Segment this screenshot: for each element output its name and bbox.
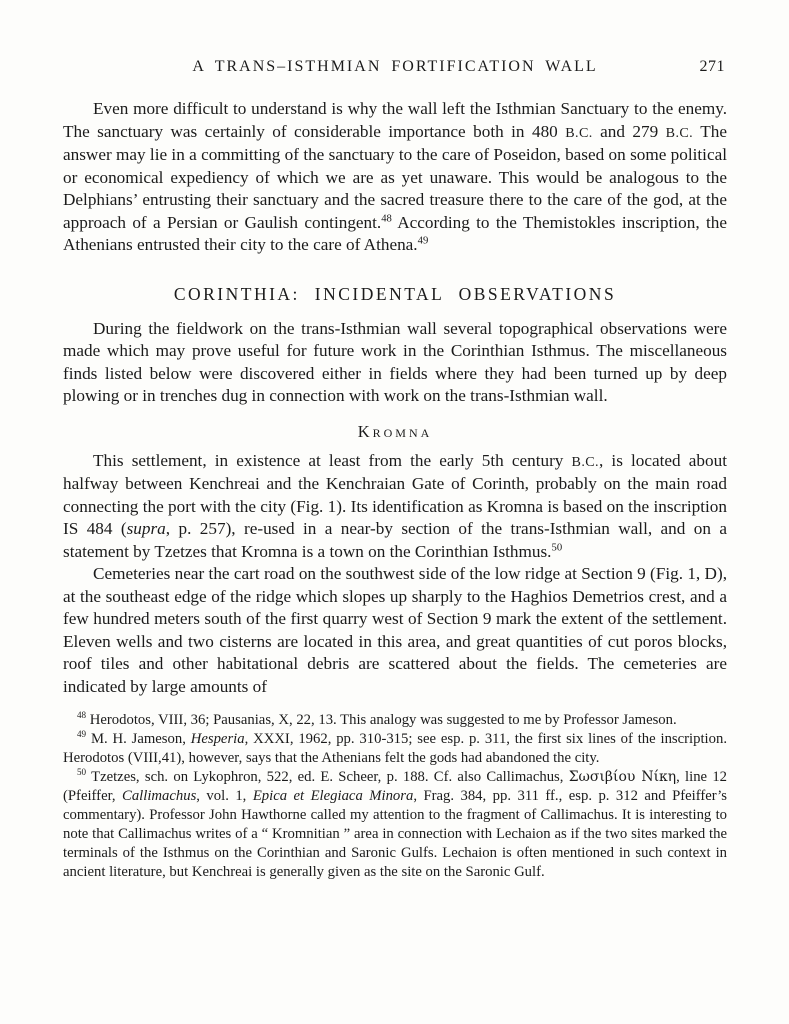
running-head-title: A TRANS–ISTHMIAN FORTIFICATION WALL — [192, 58, 598, 75]
subsection-heading-kromna: Kromna — [357, 421, 433, 441]
paragraph-isthmian-sanctuary: Even more difficult to understand is why the wall left the Isthmian Sanctuary to the enemy. The sanctuary was certainly of considerable importance both in 480 B.C. and 279 B.C. The answer may lie in a committing of the sanctuary to the care of Poseidon, based on some political or economical expediency of which we are as yet unaware. This would be analogous to the Delphians’ entrusting their sanctuary and the sacred treasure there to the care of the god, at the approach of a Persian or Gaulish contingent.$^{48}$ According to the Themistokles inscription, the Athenians entrusted their city to the care of Athena.$^{49}$ — [63, 99, 727, 254]
paragraph-cemeteries: Cemeteries near the cart road on the southwest side of the low ridge at Section 9 (Fig. 1, D), at the southeast edge of the ridge which slopes up sharply to the Haghios Demetrios crest, and a few hundred meters south of the first quarry west of Section 9 mark the extent of the settlement. Eleven wells and two cisterns are located in this area, and great quantities of cut poros blocks, roof tiles and other habitational debris are scattered about the fields. The cemeteries are indicated by large amounts of — [63, 564, 727, 696]
paragraph-fieldwork: During the fieldwork on the trans-Isthmian wall several topographical observations were made which may prove useful for future work in the Corinthian Isthmus. The miscellaneous finds listed below were discovered either in fields where they had been turned up by deep plowing or in trenches dug in connection with work on the trans-Isthmian wall. — [63, 318, 727, 405]
running-head — [63, 58, 727, 80]
footnote-48: $^{48}$ Herodotos, VIII, 36; Pausanias, X, 22, 13. This analogy was suggested to me by Professor Jameson. — [77, 710, 677, 728]
footnotes-section — [63, 711, 727, 882]
footnote-50: $^{50}$ Tzetzes, sch. on Lykophron, 522, ed. E. Scheer, p. 188. Cf. also Callimachus, Σωσιβίου Νίκη, line 12 (Pfeiffer, Callimachus, vol. 1, Epica et Elegiaca Minora, Frag. 384, pp. 311 ff., esp. p. 312 and Pfeiffer’s commentary). Professor John Hawthorne called my attention to the fragment of Callimachus. It is interesting to note that Callimachus writes of a “ Kromnitian ” area in connection with Lechaion as if the two sites marked the terminals of the Isthmus on the Corinthian and Saronic Gulfs. Lechaion is often mentioned in such context in ancient literature, but Kenchreai is generally given as the site on the Saronic Gulf. — [63, 767, 728, 880]
section-heading-corinthia: CORINTHIA: INCIDENTAL OBSERVATIONS — [173, 283, 617, 304]
footnote-49: $^{49}$ M. H. Jameson, Hesperia, XXXI, 1962, pp. 310-315; see esp. p. 311, the first six lines of the inscription. Herodotos (VIII,41), however, says that the Athenians felt the gods had abandoned the city. — [63, 729, 727, 766]
paragraph-settlement: This settlement, in existence at least from the early 5th century B.C., is located about halfway between Kenchreai and the Kenchraian Gate of Corinth, probably on the main road connecting the port with the city (Fig. 1). Its identification as Kromna is based on the inscription IS 484 (supra, p. 257), re-used in a near-by section of the trans-Isthmian wall, and on a statement by Tzetzes that Kromna is a town on the Corinthian Isthmus.$^{50}$ — [63, 450, 727, 561]
page-number: 271 — [699, 58, 725, 75]
